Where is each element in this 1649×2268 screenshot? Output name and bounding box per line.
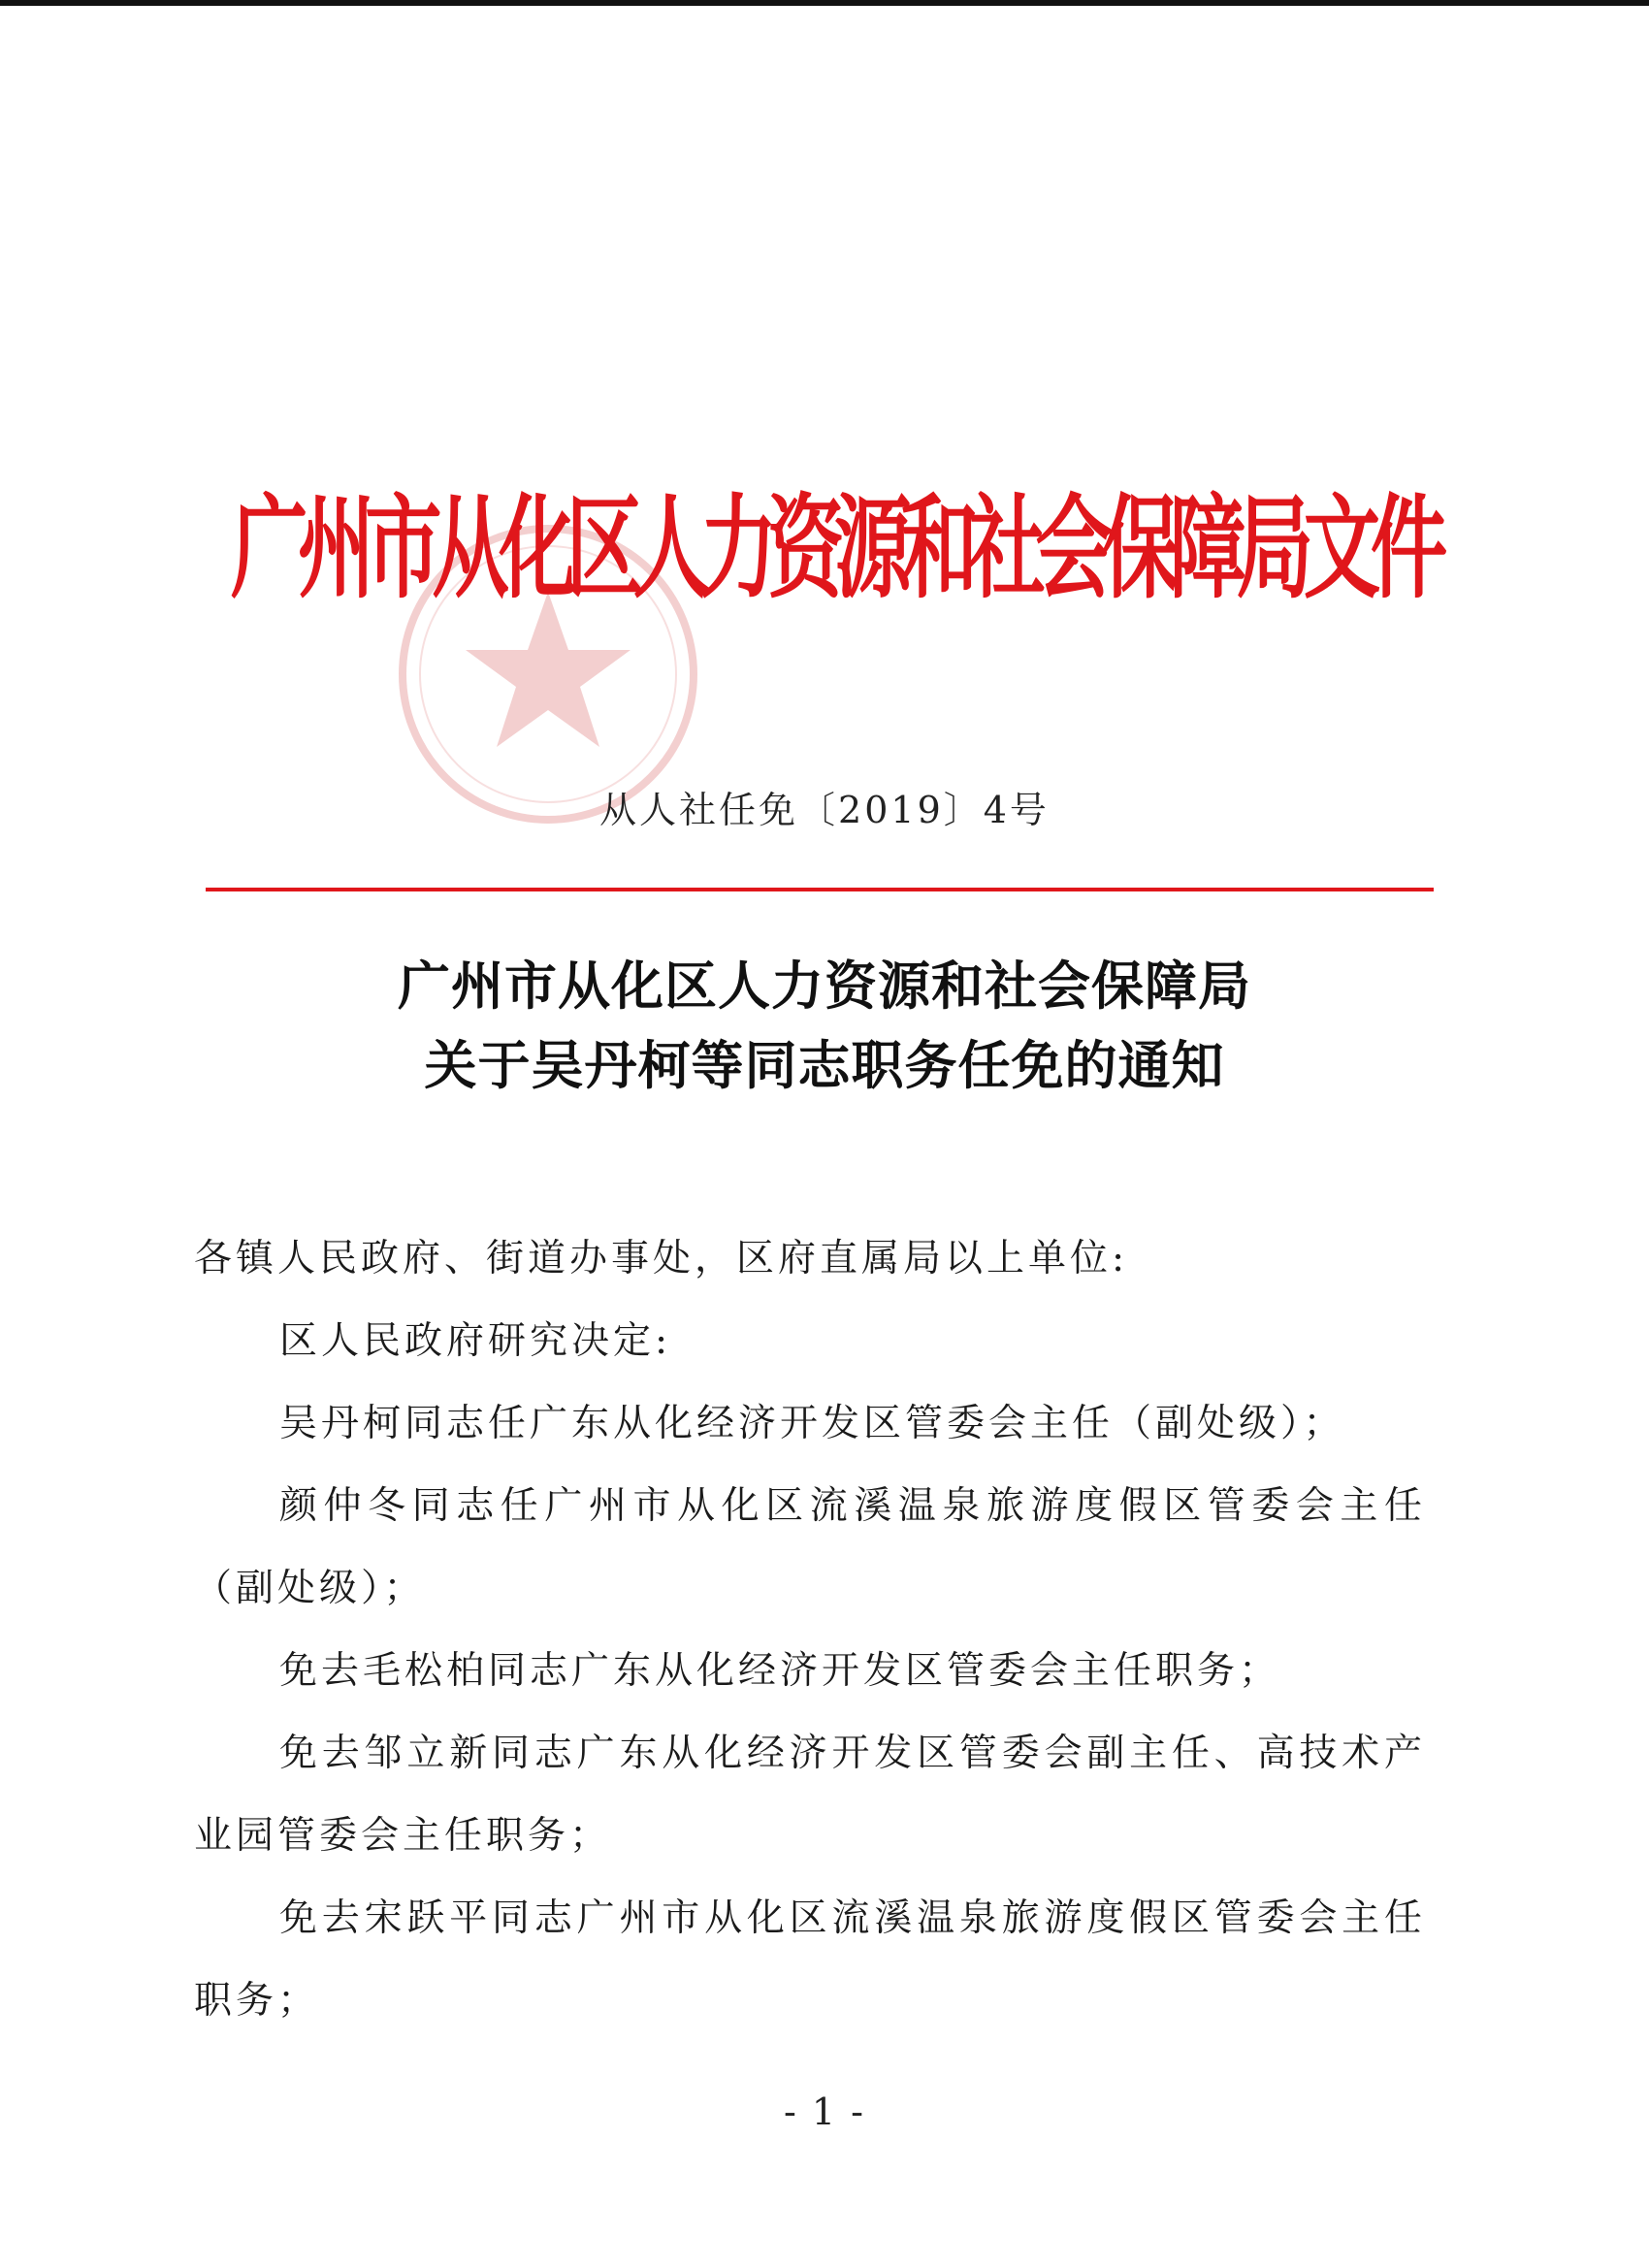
notice-title-line-2: 关于吴丹柯等同志职务任免的通知 <box>424 1034 1225 1096</box>
notice-body <box>194 1217 1426 2042</box>
body-paragraph: 免去邹立新同志广东从化经济开发区管委会副主任、高技术产业园管委会主任职务； <box>194 1732 1426 1858</box>
body-paragraph: 区人民政府研究决定: <box>279 1319 672 1363</box>
body-paragraph: 吴丹柯同志任广东从化经济开发区管委会主任（副处级）； <box>279 1402 1345 1445</box>
scan-edge <box>0 0 1649 6</box>
body-paragraph: 免去毛松柏同志广东从化经济开发区管委会主任职务； <box>279 1649 1281 1693</box>
document-number: 从人社任免〔2019〕4号 <box>599 789 1050 831</box>
body-paragraph: 颜仲冬同志任广州市从化区流溪温泉旅游度假区管委会主任（副处级）； <box>194 1484 1426 1610</box>
notice-title-line-1: 广州市从化区人力资源和社会保障局 <box>398 955 1251 1017</box>
page-number: - 1 - <box>783 2090 865 2133</box>
notice-title <box>0 946 1649 1105</box>
body-paragraph: 免去宋跃平同志广州市从化区流溪温泉旅游度假区管委会主任职务； <box>194 1896 1426 2023</box>
red-divider <box>206 888 1434 891</box>
addressee: 各镇人民政府、街道办事处，区府直属局以上单位: <box>194 1237 1129 1280</box>
agency-header-title: 广州市从化区人力资源和社会保障局文件 <box>231 481 1439 614</box>
